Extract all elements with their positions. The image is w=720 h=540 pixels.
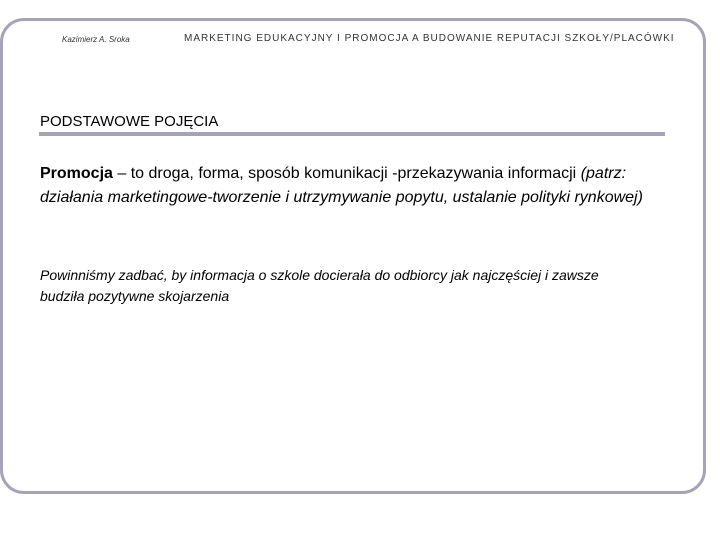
definition-term: Promocja	[40, 165, 113, 182]
section-heading: PODSTAWOWE POJĘCIA	[40, 113, 219, 130]
slide-frame	[0, 18, 706, 494]
definition-body: – to droga, forma, sposób komunikacji -przekazywania informacji	[112, 165, 581, 182]
header-title: MARKETING EDUKACYJNY I PROMOCJA A BUDOWANIE REPUTACJI SZKOŁY/PLACÓWKI	[184, 33, 675, 44]
section-divider	[39, 132, 665, 136]
definition-paragraph	[40, 162, 680, 210]
remark-paragraph: Powinniśmy zadbać, by informacja o szkole docierała do odbiorcy jak najczęściej i zawsze budziła pozytywne skojarzenia	[40, 267, 599, 304]
definition-note: (patrz: działania marketingowe-tworzenie i utrzymywanie popytu, ustalanie polityki rynkowej)	[40, 165, 643, 206]
author-label: Kazimierz A. Sroka	[62, 35, 130, 44]
